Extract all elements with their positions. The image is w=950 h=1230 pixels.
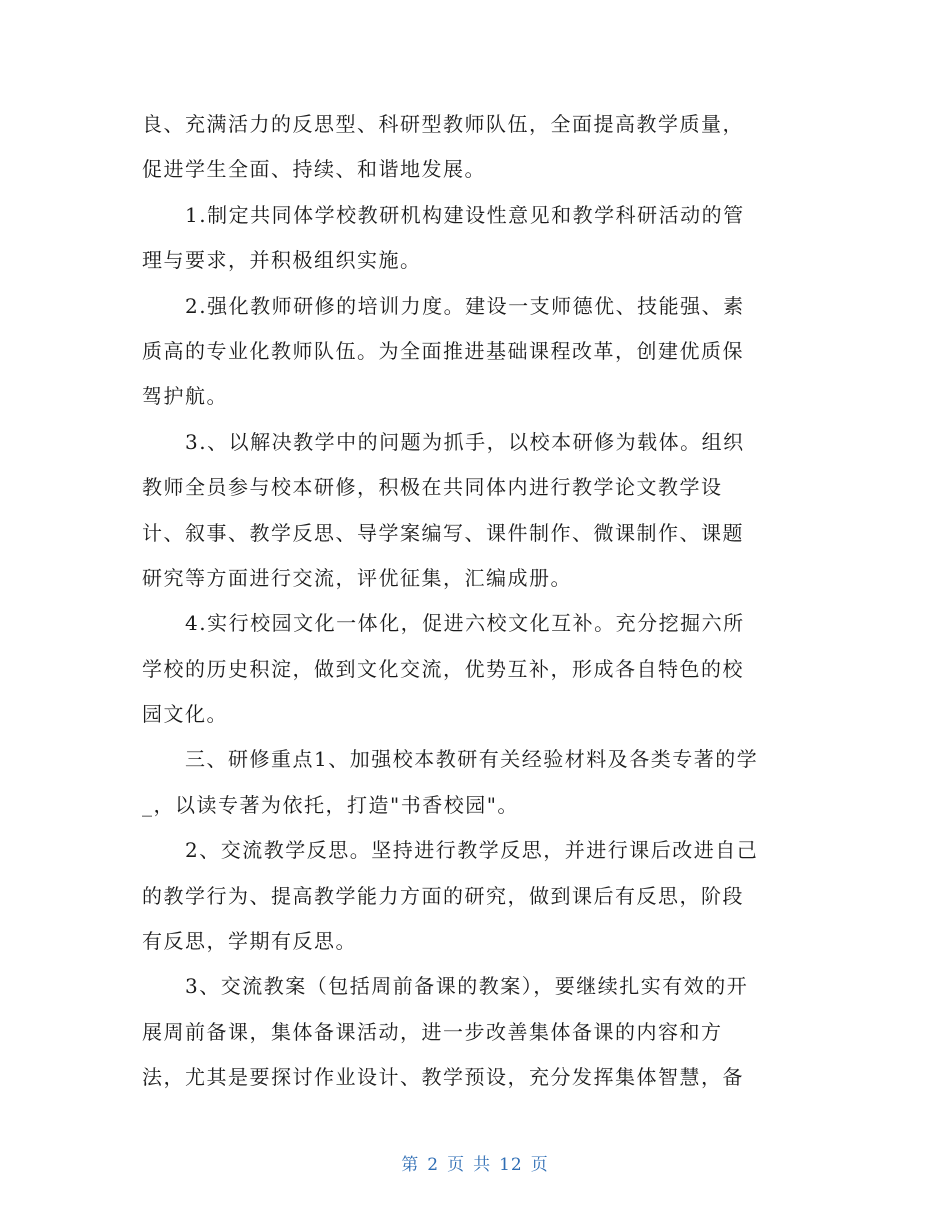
text-line: 质高的专业化教师队伍。为全面推进基础课程改革，创建优质保: [142, 338, 744, 363]
text-line: 研究等方面进行交流，评优征集，汇编成册。: [142, 565, 572, 590]
text-line: 法，尤其是要探讨作业设计、教学预设，充分发挥集体智慧，备: [142, 1065, 744, 1090]
footer-gong: 共: [473, 1155, 492, 1175]
footer-di: 第: [401, 1155, 420, 1175]
text-line: 三、研修重点1、加强校本教研有关经验材料及各类专著的学: [142, 747, 759, 772]
text-line: 计、叙事、教学反思、导学案编写、课件制作、微课制作、课题: [142, 520, 744, 545]
text-line: 3、交流教案（包括周前备课的教案），要继续扎实有效的开: [142, 974, 749, 999]
footer-page-number: 2: [427, 1155, 440, 1175]
text-line: 1.制定共同体学校教研机构建设性意见和教学科研活动的管: [142, 202, 745, 227]
text-line: 良、充满活力的反思型、科研型教师队伍，全面提高教学质量，: [142, 112, 744, 136]
footer-ye: 页: [447, 1155, 466, 1175]
text-line: 教师全员参与校本研修，积极在共同体内进行教学论文教学设: [142, 475, 723, 500]
footer-ye: 页: [530, 1155, 549, 1175]
text-line: 园文化。: [142, 702, 228, 727]
footer-total-pages: 12: [499, 1155, 523, 1175]
text-line: 2、交流教学反思。坚持进行教学反思，并进行课后改进自己: [142, 838, 759, 863]
text-line: _，以读专著为依托，打造"书香校园"。: [142, 792, 519, 817]
document-body: [142, 102, 822, 1101]
text-line: 的教学行为、提高教学能力方面的研究，做到课后有反思，阶段: [142, 883, 744, 908]
text-line: 学校的历史积淀，做到文化交流，优势互补，形成各自特色的校: [142, 656, 744, 681]
text-line: 3.、以解决教学中的问题为抓手，以校本研修为载体。组织: [142, 429, 745, 454]
text-line: 促进学生全面、持续、和谐地发展。: [142, 157, 486, 182]
text-line: 2.强化教师研修的培训力度。建设一支师德优、技能强、素: [142, 293, 745, 318]
page-footer: [0, 1150, 950, 1175]
text-line: 展周前备课，集体备课活动，进一步改善集体备课的内容和方: [142, 1019, 723, 1044]
text-line: 理与要求，并积极组织实施。: [142, 248, 422, 273]
text-line: 驾护航。: [142, 384, 228, 409]
text-line: 4.实行校园文化一体化，促进六校文化互补。充分挖掘六所: [142, 611, 745, 636]
text-line: 有反思，学期有反思。: [142, 929, 357, 954]
